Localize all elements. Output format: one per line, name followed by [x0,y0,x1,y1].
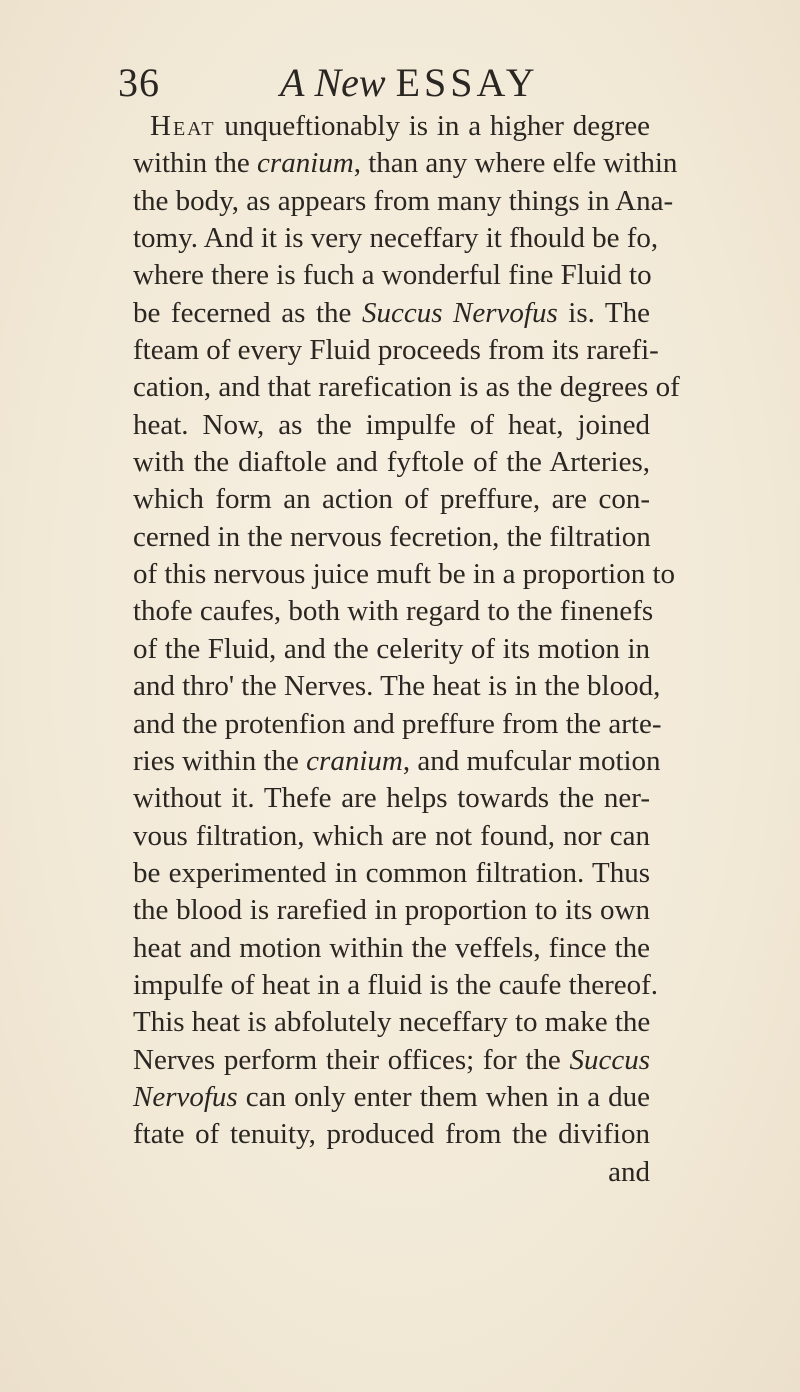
text-line: Nervofus can only enter them when in a due [133,1080,650,1113]
italic-term: cranium [257,147,354,180]
text-line: where there is fuch a wonderful fine Fluid to [133,259,652,292]
text-line: be fecerned as the Succus Nervofus is. The [133,296,650,329]
running-title-a: A [280,60,305,105]
text-line: the body, as appears from many things in Ana- [133,184,674,217]
text-line: thofe caufes, both with regard to the finenefs [133,595,654,628]
running-title [280,58,539,108]
text-line: of this nervous juice muft be in a proportion to [133,558,676,591]
text-line: and the protenfion and preffure from the arte- [133,707,662,740]
text-line: of the Fluid, and the celerity of its motion in [133,632,650,665]
text-line: fteam of every Fluid proceeds from its rarefi- [133,334,659,367]
text-line: Nerves perform their offices; for the Succus [133,1043,650,1076]
text-line: vous filtration, which are not found, nor can [133,819,650,852]
text-line: ries within the cranium, and mufcular motion [133,744,661,777]
running-title-new: New [314,60,386,105]
text-line: with the diaftole and fyftole of the Arteries, [133,446,650,479]
text-line: heat. Now, as the impulfe of heat, joined [133,408,650,441]
text-line: cation, and that rarefication is as the degrees of [133,371,680,404]
text-line: within the cranium, than any where elfe within [133,147,678,180]
text-line: and thro' the Nerves. The heat is in the blood, [133,670,661,703]
text-line: the blood is rarefied in proportion to its own [133,894,650,927]
page-number: 36 [118,60,160,105]
text-line: impulfe of heat in a fluid is the caufe thereof. [133,968,659,1001]
text-line: be experimented in common filtration. Thus [133,856,650,889]
italic-term: cranium [306,744,403,777]
text-line: This heat is abfolutely neceffary to make the [133,1006,651,1039]
italic-term: Succus Nervofus [361,296,558,329]
text-line: tomy. And it is very neceffary it fhould be fo, [133,222,659,255]
italic-term: Succus [569,1043,650,1076]
text-line: cerned in the nervous fecretion, the filtration [133,520,651,553]
catchword: and [608,1155,650,1188]
text-line: Heat unqueftionably is in a higher degree [150,110,650,142]
text-line: heat and motion within the veffels, fince the [133,931,650,964]
text-line: which form an action of preffure, are con- [133,483,650,516]
text-line: ftate of tenuity, produced from the divifion [133,1118,650,1151]
running-header [118,58,678,108]
italic-term: Nervofus [133,1080,238,1113]
text-line: without it. Thefe are helps towards the ner- [133,782,650,815]
running-title-essay: ESSAY [395,60,539,105]
body-text [133,108,793,1191]
